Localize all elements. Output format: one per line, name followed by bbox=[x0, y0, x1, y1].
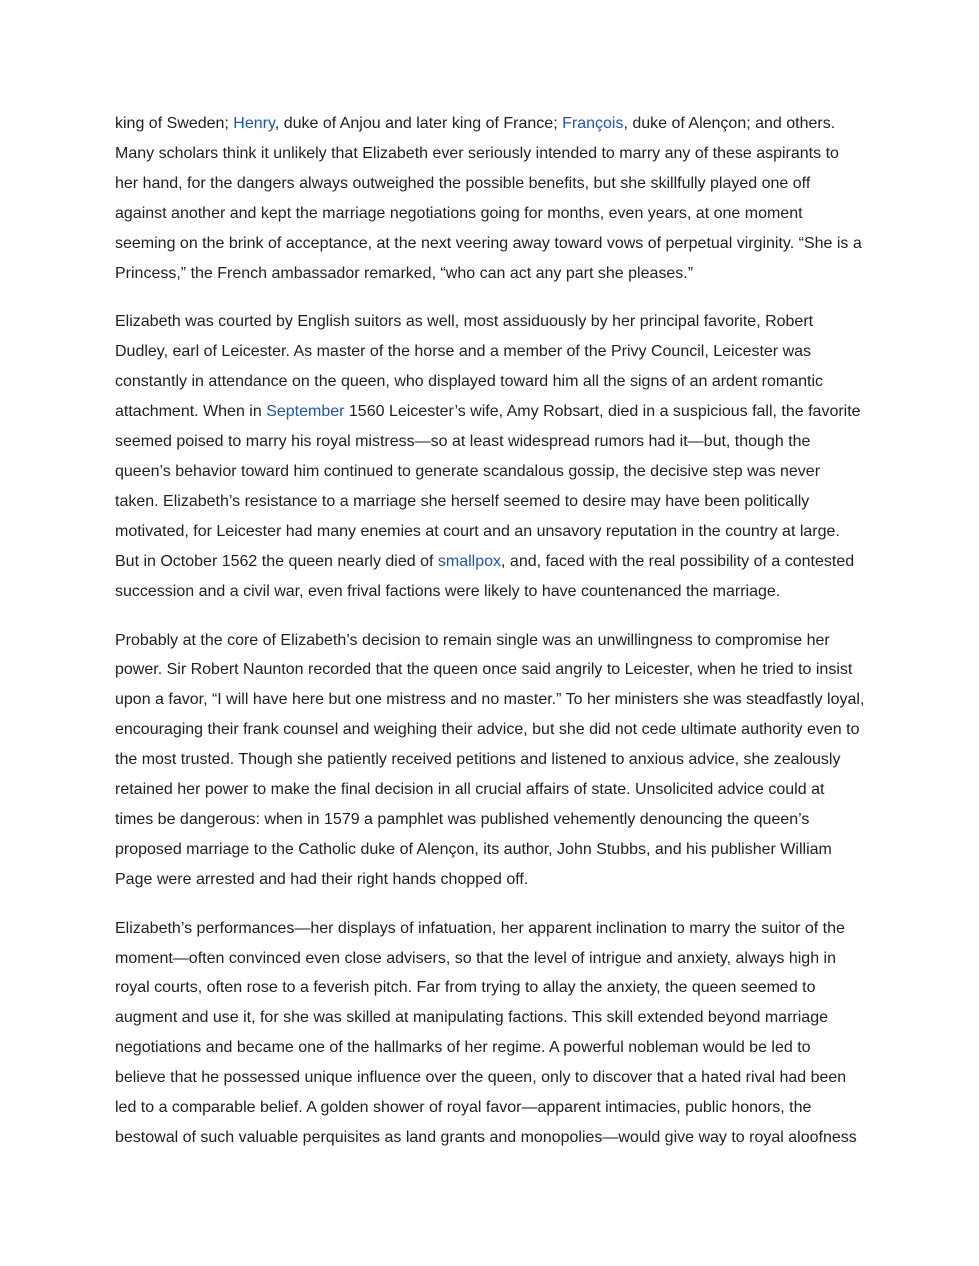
text-run: 1560 Leicester’s wife, Amy Robsart, died in a suspicious fall, the favorite seemed poised to marry his royal mistress—so at least widespread rumors had it—but, though the queen’s behavior toward him continued to generate scandalous gossip, the decisive step was never taken. Elizabeth’s resistance to a marriage she herself seemed to desire may have been politically motivated, for Leicester had many enemies at court and an unsavory reputation in the country at large. But in October 1562 the queen nearly died of bbox=[115, 403, 861, 570]
link-september[interactable]: September bbox=[266, 403, 345, 421]
link-smallpox[interactable]: smallpox bbox=[437, 552, 502, 570]
paragraph bbox=[115, 307, 865, 606]
document-body bbox=[115, 109, 865, 1172]
text-run: king of Sweden; bbox=[115, 115, 234, 132]
text-run: , and, faced with the real possibility of a contested succession and a civil war, even frival factions were likely to have countenanced the marriage. bbox=[115, 552, 855, 600]
link-henry[interactable]: Henry bbox=[233, 115, 275, 132]
paragraph bbox=[115, 914, 865, 1153]
text-run: , duke of Anjou and later king of France; bbox=[274, 115, 563, 132]
text-run: Elizabeth was courted by English suitors as well, most assiduously by her principal favorite, Robert Dudley, earl of Leicester. As master of the horse and a member of the Privy Council, Leicester was constantly in attendance on the queen, who displayed toward him all the signs of an ardent romantic attachment. When in bbox=[115, 313, 823, 421]
text-run: Elizabeth’s performances—her displays of infatuation, her apparent inclination to marry the suitor of the moment—often convinced even close advisers, so that the level of intrigue and anxiety, always high in royal courts, often rose to a feverish pitch. Far from trying to allay the anxiety, the queen seemed to augment and use it, for she was skilled at manipulating factions. This skill extended beyond marriage negotiations and became one of the hallmarks of her regime. A powerful nobleman would be led to believe that he possessed unique influence over the queen, only to discover that a hated rival had been led to a comparable belief. A golden shower of royal favor—apparent intimacies, public honors, the bestowal of such valuable perquisites as land grants and monopolies—would give way to royal aloofness bbox=[115, 919, 857, 1146]
text-run: , duke of Alençon; and others. Many scholars think it unlikely that Elizabeth ever seriously intended to marry any of these aspirants to her hand, for the dangers always outweighed the possible benefits, but she skillfully played one off against another and kept the marriage negotiations going for months, even years, at one moment seeming on the brink of acceptance, at the next veering away toward vows of perpetual virginity. “She is a Princess,” the French ambassador remarked, “who can act any part she pleases.” bbox=[115, 115, 862, 282]
paragraph bbox=[115, 626, 865, 895]
paragraph bbox=[115, 109, 865, 288]
text-run: Probably at the core of Elizabeth’s decision to remain single was an unwillingness to compromise her power. Sir Robert Naunton recorded that the queen once said angrily to Leicester, when he tried to insist upon a favor, “I will have here but one mistress and no master.” To her ministers she was steadfastly loyal, encouraging their frank counsel and weighing their advice, but she did not cede ultimate authority even to the most trusted. Though she patiently received petitions and listened to anxious advice, she zealously retained her power to make the final decision in all crucial affairs of state. Unsolicited advice could at times be dangerous: when in 1579 a pamphlet was published vehemently denouncing the queen’s proposed marriage to the Catholic duke of Alençon, its author, John Stubbs, and his publisher William Page were arrested and had their right hands chopped off. bbox=[115, 631, 865, 888]
link-francois[interactable]: François bbox=[562, 115, 624, 132]
